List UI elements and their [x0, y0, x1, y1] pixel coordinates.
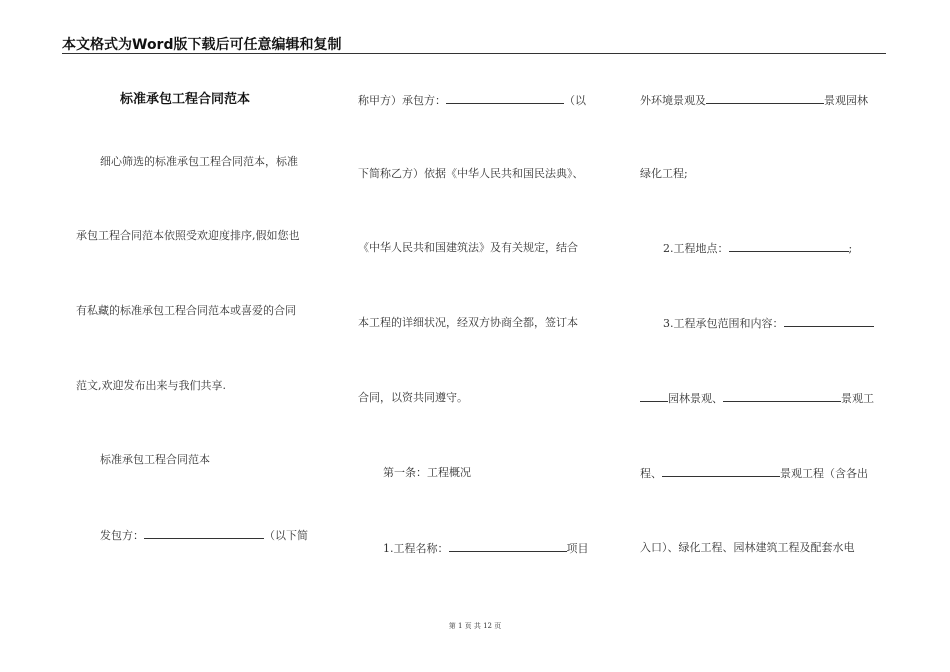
project-location-line: [663, 241, 852, 256]
basis-line-2: 《中华人民共和国建筑法》及有关规定，结合: [358, 241, 578, 254]
scope-line-6: [640, 466, 868, 481]
article-1-heading: 第一条：工程概况: [383, 466, 471, 479]
scope-line-2: 绿化工程;: [640, 167, 688, 180]
scope-line-6-blank: [662, 466, 780, 477]
page-number: 第 1 页 共 12 页: [448, 622, 502, 630]
scope-line-1-prefix: 外环境景观及: [640, 94, 706, 107]
scope-line-6-prefix: 程、: [640, 467, 662, 480]
contractor-blank: [446, 93, 564, 104]
project-name-blank: [449, 541, 567, 552]
intro-line-1: 细心筛选的标准承包工程合同范本，标准: [100, 155, 298, 168]
scope-line-1-blank: [706, 93, 824, 104]
basis-line-1: 下简称乙方）依据《中华人民共和国民法典》、: [358, 167, 584, 180]
employer-label: 发包方：: [100, 529, 144, 542]
project-location-suffix: ;: [848, 242, 853, 255]
project-name-suffix: 项目: [566, 542, 589, 555]
project-scope-blank: [784, 316, 874, 327]
project-location-label: 2.工程地点：: [663, 242, 729, 255]
document-header: 本文格式为Word版下载后可任意编辑和复制: [62, 37, 342, 53]
scope-line-5-suffix: 景观工: [841, 392, 874, 405]
scope-line-7: 入口）、绿化工程、园林建筑工程及配套水电: [640, 541, 855, 554]
project-name-label: 1.工程名称：: [383, 542, 449, 555]
scope-line-5-blank-1: [640, 391, 668, 402]
intro-line-3: 有私藏的标准承包工程合同范本或喜爱的合同: [76, 304, 296, 317]
scope-line-5-mid: 园林景观、: [668, 392, 723, 405]
contract-subtitle: 标准承包工程合同范本: [100, 453, 210, 466]
scope-line-1: [640, 93, 868, 108]
scope-line-1-suffix: 景观园林: [824, 94, 868, 107]
employer-line: [100, 528, 308, 543]
contractor-line: [358, 93, 586, 108]
contractor-suffix: （以: [564, 94, 586, 107]
project-scope-label: 3.工程承包范围和内容：: [663, 317, 784, 330]
project-location-blank: [729, 241, 849, 252]
employer-blank: [144, 528, 264, 539]
scope-line-5: [640, 391, 874, 406]
document-title: 标准承包工程合同范本: [120, 92, 251, 107]
intro-line-4: 范文,欢迎发布出来与我们共享.: [76, 379, 226, 392]
basis-line-4: 合同，以资共同遵守。: [358, 391, 468, 404]
project-scope-line: [663, 316, 874, 331]
scope-line-5-blank-2: [723, 391, 841, 402]
scope-line-6-suffix: 景观工程（含各出: [780, 467, 868, 480]
project-name-line: [383, 541, 589, 556]
employer-suffix: （以下简: [264, 529, 308, 542]
contractor-prefix: 称甲方）承包方：: [358, 94, 446, 107]
basis-line-3: 本工程的详细状况，经双方协商全都，签订本: [358, 316, 578, 329]
intro-line-2: 承包工程合同范本依照受欢迎度排序,假如您也: [76, 229, 300, 242]
header-divider: [62, 53, 886, 54]
